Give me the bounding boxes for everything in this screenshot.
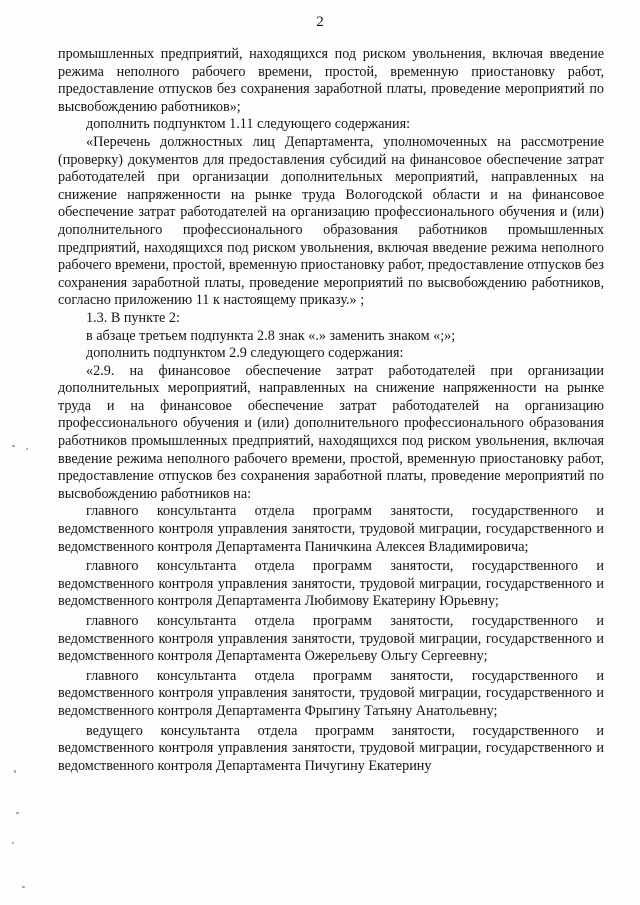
paragraph-official-1: главного консультанта отдела программ занятости, государственного и ведомственного контроля управления занятости, трудовой миграции, государственного и ведомственного контроля Департамента Паничкина Алексея Владимировича; [58, 503, 604, 555]
paragraph-replace-sign: в абзаце третьем подпункта 2.8 знак «.» заменить знаком «;»; [86, 327, 456, 344]
paragraph-official-4: главного консультанта отдела программ занятости, государственного и ведомственного контроля управления занятости, трудовой миграции, государственного и ведомственного контроля Департамента Фрыгину Татьяну Анатольевну; [58, 667, 604, 719]
scan-artifact [12, 445, 15, 447]
paragraph-continuation: промышленных предприятий, находящихся под риском увольнения, включая введение режима неполного рабочего времени, простой, временную приостановку работ, предоставление отпусков без сохранения заработной платы, проведение мероприятий по высвобождению работников»; [58, 46, 604, 115]
scan-artifact [16, 812, 19, 814]
page-number: 2 [316, 14, 324, 30]
paragraph-add-subpoint-1-11: дополнить подпунктом 1.11 следующего содержания: [86, 116, 411, 133]
paragraph-subpoint-2-9: «2.9. на финансовое обеспечение затрат работодателей при организации дополнительных мероприятий, направленных на снижение напряженности на рынке труда и на финансовое обеспечение затрат работодателей на организацию профессионального обучения и (или) дополнительного профессионального образования работников промышленных предприятий, находящихся под риском увольнения, включая введение режима неполного рабочего времени, простой, временную приостановку работ, предоставление отпусков без сохранения заработной платы, проведение мероприятий по высвобождению работников на: [58, 362, 604, 502]
scan-artifact [12, 842, 14, 844]
paragraph-point-1-3: 1.3. В пункте 2: [86, 309, 180, 326]
paragraph-add-subpoint-2-9: дополнить подпунктом 2.9 следующего содержания: [86, 345, 404, 362]
paragraph-official-5: ведущего консультанта отдела программ занятости, государственного и ведомственного контроля управления занятости, трудовой миграции, государственного и ведомственного контроля Департамента Пичугину Екатерину [58, 722, 604, 774]
paragraph-official-2: главного консультанта отдела программ занятости, государственного и ведомственного контроля управления занятости, трудовой миграции, государственного и ведомственного контроля Департамента Любимову Екатерину Юрьевну; [58, 558, 604, 610]
paragraph-official-3: главного консультанта отдела программ занятости, государственного и ведомственного контроля управления занятости, трудовой миграции, государственного и ведомственного контроля Департамента Ожерельеву Ольгу Сергеевну; [58, 613, 604, 665]
scan-artifact [22, 886, 25, 888]
document-body [58, 46, 604, 775]
paragraph-officials-list: «Перечень должностных лиц Департамента, уполномоченных на рассмотрение (проверку) документов для предоставления субсидий на финансовое обеспечение затрат работодателей при организации дополнительных мероприятий, направленных на снижение напряженности на рынке труда Вологодской области и на финансовое обеспечение затрат работодателей на организацию профессионального обучения и (или) дополнительного профессионального образования работников промышленных предприятий, находящихся под риском увольнения, включая введение режима неполного рабочего времени, простой, временную приостановку работ, предоставление отпусков без сохранения заработной платы, проведение мероприятий по высвобождению работников, согласно приложению 11 к настоящему приказу.» ; [58, 133, 604, 309]
scan-artifact [26, 448, 28, 450]
scan-artifact [14, 770, 16, 773]
